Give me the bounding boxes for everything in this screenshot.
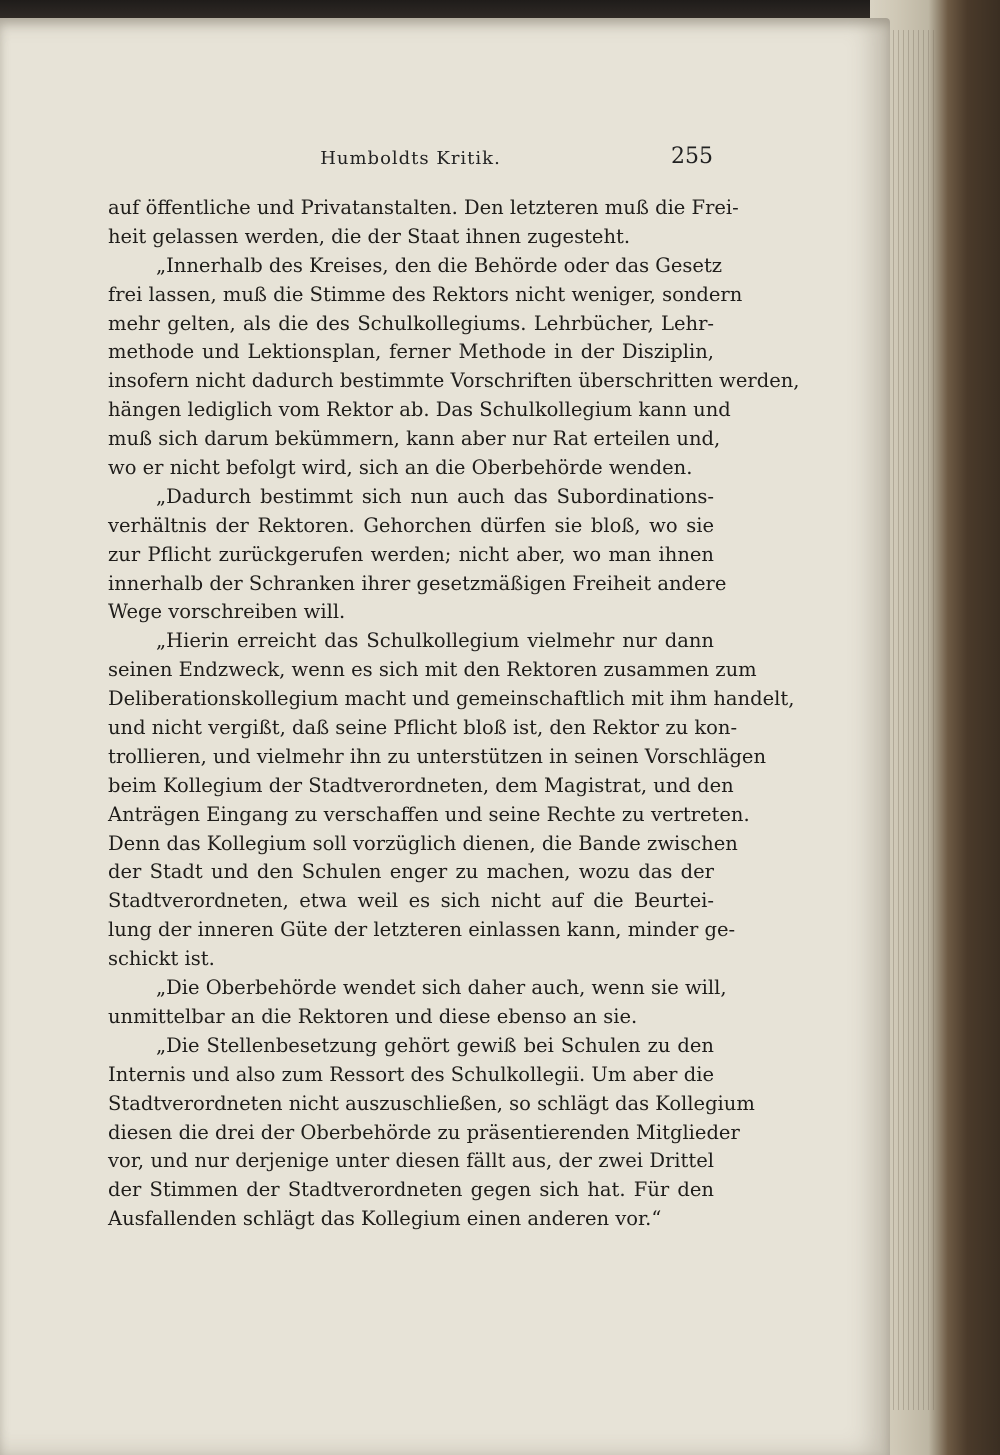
- text-line: schickt ist.: [108, 947, 215, 971]
- text-line: methode und Lektionsplan, ferner Methode in der Disziplin,: [108, 340, 714, 364]
- text-line: Deliberationskollegium macht und gemeinschaftlich mit ihm handelt,: [108, 687, 795, 711]
- text-line: „Dadurch bestimmt sich nun auch das Subordinations-: [156, 484, 714, 508]
- text-line: Anträgen Eingang zu verschaffen und seine Rechte zu vertreten.: [108, 802, 750, 826]
- text-line: „Die Oberbehörde wendet sich daher auch, wenn sie will,: [156, 976, 727, 1000]
- text-line: und nicht vergißt, daß seine Pflicht bloß ist, den Rektor zu kon-: [108, 716, 738, 740]
- text-line: mehr gelten, als die des Schulkollegiums. Lehrbücher, Lehr-: [108, 311, 714, 335]
- text-line: der Stimmen der Stadtverordneten gegen sich hat. Für den: [108, 1178, 714, 1202]
- text-line: auf öffentliche und Privatanstalten. Den letzteren muß die Frei-: [108, 196, 739, 219]
- text-line: verhältnis der Rektoren. Gehorchen dürfen sie bloß, wo sie: [108, 513, 714, 537]
- text-line: muß sich darum bekümmern, kann aber nur Rat erteilen und,: [108, 427, 721, 451]
- text-line: der Stadt und den Schulen enger zu machen, wozu das der: [108, 860, 714, 884]
- text-line: Internis und also zum Ressort des Schulkollegii. Um aber die: [108, 1062, 714, 1086]
- text-line: innerhalb der Schranken ihrer gesetzmäßigen Freiheit andere: [108, 571, 727, 595]
- text-line: „Hierin erreicht das Schulkollegium vielmehr nur dann: [156, 629, 714, 653]
- text-line: Wege vorschreiben will.: [108, 600, 346, 624]
- text-line: „Innerhalb des Kreises, den die Behörde oder das Gesetz: [156, 253, 723, 277]
- text-line: Stadtverordneten nicht auszuschließen, so schlägt das Kollegium: [108, 1091, 755, 1115]
- text-line: beim Kollegium der Stadtverordneten, dem Magistrat, und den: [108, 773, 734, 797]
- running-title: Humboldts Kritik.: [320, 148, 501, 169]
- text-line: trollieren, und vielmehr ihn zu unterstützen in seinen Vorschlägen: [108, 744, 767, 768]
- running-head: [108, 144, 713, 174]
- text-line: zur Pflicht zurückgerufen werden; nicht aber, wo man ihnen: [108, 542, 714, 566]
- page-number: 255: [671, 144, 713, 169]
- text-line: lung der inneren Güte der letzteren einlassen kann, minder ge-: [108, 918, 736, 942]
- text-line: wo er nicht befolgt wird, sich an die Oberbehörde wenden.: [108, 456, 693, 480]
- text-line: hängen lediglich vom Rektor ab. Das Schulkollegium kann und: [108, 398, 731, 422]
- text-line: vor, und nur derjenige unter diesen fällt aus, der zwei Drittel: [108, 1149, 714, 1173]
- text-line: heit gelassen werden, die der Staat ihnen zugesteht.: [108, 224, 631, 248]
- text-line: Stadtverordneten, etwa weil es sich nicht auf die Beurtei-: [108, 889, 714, 913]
- text-line: insofern nicht dadurch bestimmte Vorschriften überschritten werden,: [108, 369, 800, 393]
- text-line: diesen die drei der Oberbehörde zu präsentierenden Mitglieder: [108, 1120, 740, 1144]
- body-text: [108, 194, 800, 1234]
- text-line: unmittelbar an die Rektoren und diese ebenso an sie.: [108, 1004, 638, 1028]
- text-line: „Die Stellenbesetzung gehört gewiß bei Schulen zu den: [156, 1033, 714, 1057]
- text-line: Ausfallenden schlägt das Kollegium einen anderen vor.“: [108, 1207, 662, 1231]
- text-line: Denn das Kollegium soll vorzüglich dienen, die Bande zwischen: [108, 831, 738, 855]
- text-line: frei lassen, muß die Stimme des Rektors nicht weniger, sondern: [108, 282, 743, 306]
- text-line: seinen Endzweck, wenn es sich mit den Rektoren zusammen zum: [108, 658, 757, 682]
